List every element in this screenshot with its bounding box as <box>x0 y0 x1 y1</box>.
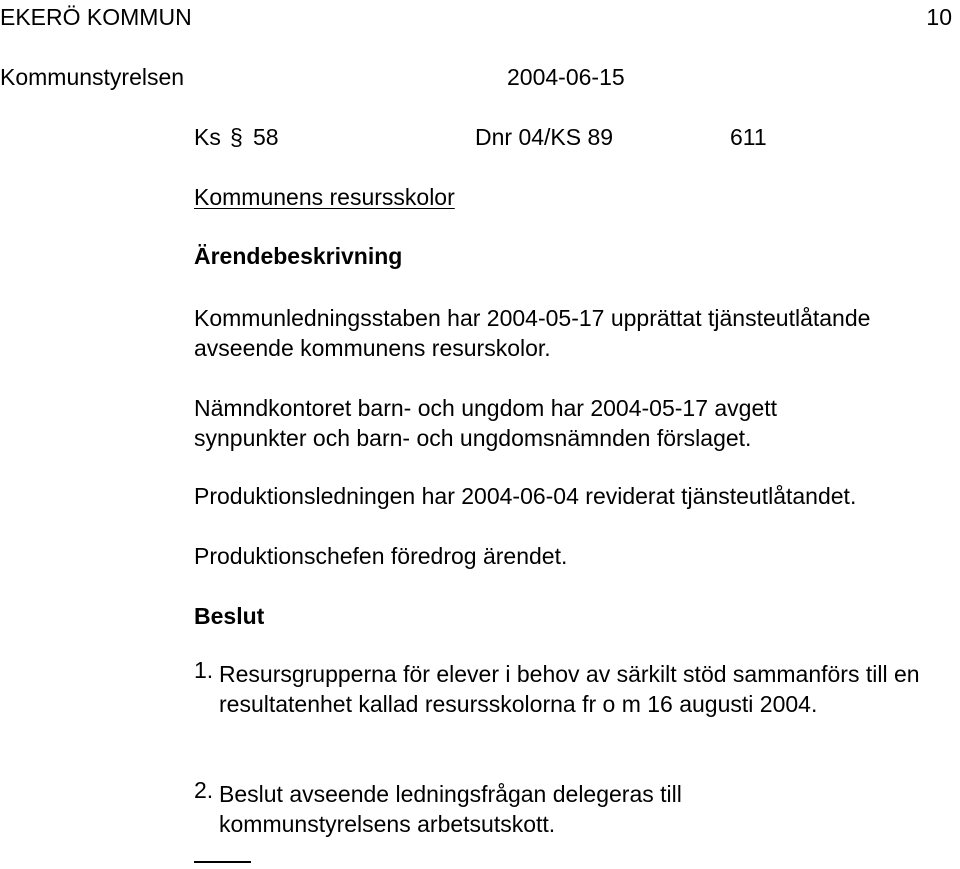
case-dnr: Dnr 04/KS 89 <box>475 124 614 150</box>
paragraph-4: Produktionschefen föredrog ärendet. <box>194 543 568 569</box>
header-org: EKERÖ KOMMUN <box>0 4 192 30</box>
decision-heading: Beslut <box>194 603 265 629</box>
footer-rule <box>194 861 251 863</box>
page-number: 10 <box>926 4 952 30</box>
decision-text: Beslut avseende ledningsfrågan delegeras till kommunstyrelsens arbetsutskott. <box>219 781 682 837</box>
section-symbol: § <box>230 124 243 150</box>
paragraph-2: Nämndkontoret barn- och ungdom har 2004-05-17 avgett synpunkter och barn- och ungdomsnämnden förslaget. <box>194 395 778 451</box>
decision-number: 1. <box>194 657 214 683</box>
case-ks-label: Ks <box>194 124 221 150</box>
paragraph-1: Kommunledningsstaben har 2004-05-17 upprättat tjänsteutlåtande avseende kommunens resurskolor. <box>194 305 871 361</box>
document-title: Kommunens resursskolor <box>194 184 455 210</box>
paragraph-3: Produktionsledningen har 2004-06-04 reviderat tjänsteutlåtandet. <box>194 483 857 509</box>
header-body: Kommunstyrelsen <box>0 64 185 90</box>
case-code: 611 <box>730 124 767 150</box>
decision-item <box>194 659 954 754</box>
description-heading: Ärendebeskrivning <box>194 243 403 269</box>
decision-item <box>194 779 954 844</box>
case-ks-number: 58 <box>253 124 279 150</box>
decision-text: Resursgrupperna för elever i behov av särkilt stöd sammanförs till en resultatenhet kallad resursskolorna fr o m 16 augusti 2004. <box>219 661 920 717</box>
decision-number: 2. <box>194 777 214 803</box>
header-date: 2004-06-15 <box>507 64 625 90</box>
